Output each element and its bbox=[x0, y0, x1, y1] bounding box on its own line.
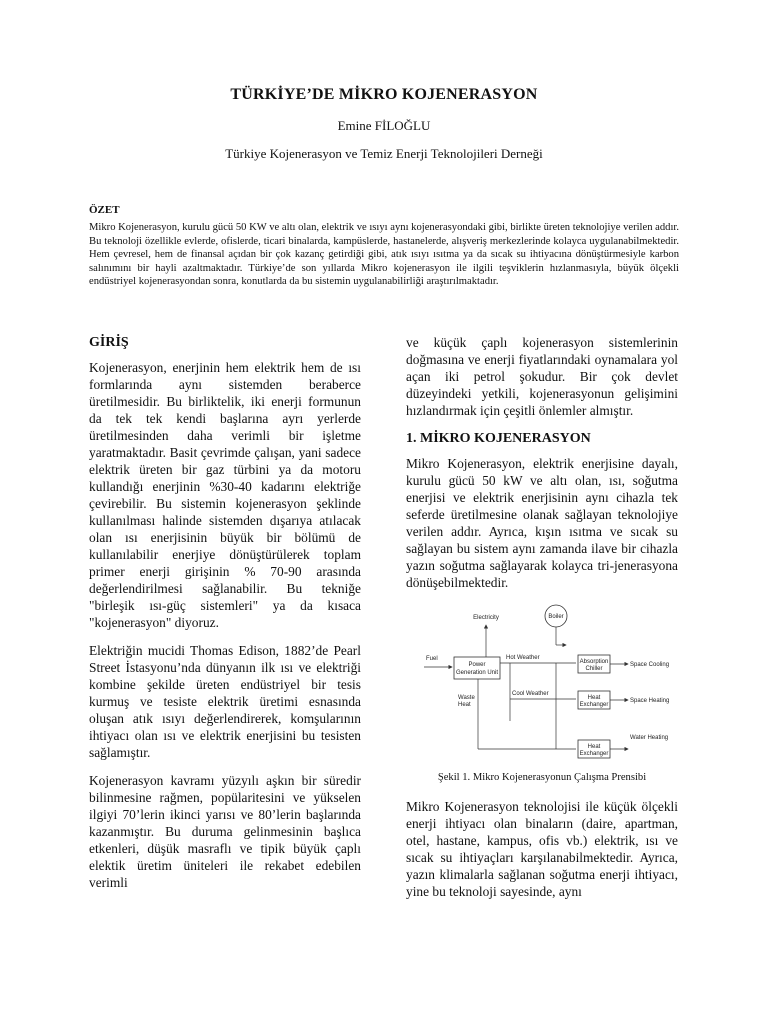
fuel-label: Fuel bbox=[426, 656, 438, 662]
abstract-heading: ÖZET bbox=[89, 204, 120, 216]
paper-title: TÜRKİYE’DE MİKRO KOJENERASYON bbox=[230, 86, 538, 103]
power-unit-label-2: Generation Unit bbox=[455, 670, 499, 676]
figure bbox=[406, 603, 678, 763]
heat-exchanger-a-label-1: Heat bbox=[587, 695, 601, 701]
right-column bbox=[406, 334, 678, 911]
power-unit-label-1: Power bbox=[468, 662, 486, 668]
absorption-label-1: Absorption bbox=[579, 659, 609, 665]
boiler-label: Boiler bbox=[548, 614, 564, 620]
left-column bbox=[89, 334, 361, 902]
electricity-label: Electricity bbox=[473, 615, 499, 621]
cogeneration-diagram bbox=[406, 603, 678, 763]
paragraph: Mikro Kojenerasyon teknolojisi ile küçük ölçekli enerji ihtiyacı olan binaların (daire, apartman, otel, hastane, kampus, ofis vb.) elektrik, ısı ve sıcak su ihtiyaçları karşılanabilmektedir. Ayrıca, yazın klimalarla sağlanan soğutma enerji ihtiyacı, yine bu teknoloji sayesinde, aynı bbox=[406, 799, 678, 899]
space-heating-label: Space Heating bbox=[630, 698, 670, 704]
space-cooling-label: Space Cooling bbox=[630, 662, 670, 668]
abstract-text: Mikro Kojenerasyon, kurulu gücü 50 KW ve altı olan, elektrik ve ısıyı aynı kojenerasyondaki gibi, birlikte üreten teknolojiye verilen addır. Bu teknoloji özellikle evlerde, ofislerde, ticari binalarda, kampüslerde, hastanelerde, alışveriş merkezlerinde kolayca uygulanabilmektedir. Hem çevresel, hem de finansal açıdan bir çok kazanç getirdiği gibi, atık ısıyı ısıtma ya da sıcak su ihtiyacına dönüştürmesiyle karbon salınımını bir hayli azaltmaktadır. Türkiye’de son yıllarda Mikro kojenerasyon ile ilgili teşviklerin hızlanmasıyla, büyük ölçekli endüstriyel kojenerasyondan sonra, konutlarda da bu sistemin uygulanabilirliği araştırılmaktadır. bbox=[89, 222, 679, 288]
paragraph: ve küçük çaplı kojenerasyon sistemlerinin doğmasına ve enerji fiyatlarındaki oynamalara yol açan iki petrol şokudur. Bir çok devlet düzeyindeki yetkili, kojenerasyonun gelişimini hızlandırmak için çeşitli önlemler almıştır. bbox=[406, 335, 678, 418]
absorption-label-2: Chiller bbox=[585, 666, 603, 672]
paper-author: Emine FİLOĞLU bbox=[337, 118, 431, 133]
hot-weather-label: Hot Weather bbox=[506, 655, 540, 661]
figure-caption: Şekil 1. Mikro Kojenerasyonun Çalışma Prensibi bbox=[437, 772, 647, 783]
cool-weather-label: Cool Weather bbox=[512, 691, 549, 697]
paragraph: Mikro Kojenerasyon, elektrik enerjisine dayalı, kurulu gücü 50 kW ve altı olan, ısı, soğutma enerjisi ve elektrik enerjisinin aynı cihazla tek seferde üretilmesine olanak sağlayan teknolojiye verilen addır. Ayrıca, kışın ısıtma ve sıcak su sağlayan bu sistem aynı zamanda ilave bir cihazla yazın soğutma sağlayarak kolayca tri-jenerasyona dönüşebilmektedir. bbox=[406, 456, 678, 590]
paragraph: Kojenerasyon, enerjinin hem elektrik hem de ısı formlarında aynı sistemden beraberce üretilmesidir. Bu birliktelik, iki enerji formunun da tek tek kendi başlarına ayrı yerlerde üretilmesinden daha verimli bir işletme yaratmaktadır. Basit çevrimde çalışan, yani sadece elektrik üreten bir gaz türbini ya da motoru kullandığı enerjinin %30-40 kadarını elektriğe çevirebilir. Bu sistemin kojenerasyon şeklinde kullanılması halinde sistemden dışarıya atılacak olan ısı enerjisinin büyük bir bölümü de kullanılabilir enerjiye dönüştürülerek toplam primer enerji girişinin % 70-90 arasında değerlendirilmesi sağlanabilir. Bu tekniğe "birleşik ısı-güç sistemleri" ya da kısaca "kojenerasyon" diyoruz. bbox=[89, 360, 361, 630]
waste-heat-label-1: Waste bbox=[458, 695, 475, 701]
heat-exchanger-a-label-2: Exchanger bbox=[579, 702, 609, 708]
heat-exchanger-b-label-2: Exchanger bbox=[579, 751, 609, 757]
heat-exchanger-b-label-1: Heat bbox=[587, 744, 601, 750]
paragraph: Elektriğin mucidi Thomas Edison, 1882’de Pearl Street İstasyonu’nda dünyanın ilk ısı ve elektriği kombine şekilde üreten endüstriyel bir tesis kurmuş ve tesiste elektrik üretimi esnasında oluşan atık ısıyı değerlendirerek, komşularının ihtiyacı olan ısı ve elektrik enerjisini bu tesisten sağlamıştır. bbox=[89, 643, 361, 760]
water-heating-label: Water Heating bbox=[630, 735, 669, 741]
paragraph: Kojenerasyon kavramı yüzyılı aşkın bir süredir bilinmesine rağmen, popülaritesini ve yükselen ilgiyi 70’lerin ikinci yarısı ve 80’lerin başlarında kazanmıştır. Bu duruma gelinmesinin başlıca etkenleri, düşük masraflı ve tipik büyük çaplı elektik üretim üniteleri ile rekabet edebilen verimli bbox=[89, 773, 361, 890]
waste-heat-label-2: Heat bbox=[458, 702, 471, 708]
section-heading-mikro-kojenerasyon: 1. MİKRO KOJENERASYON bbox=[406, 431, 591, 446]
section-heading-giris: GİRİŞ bbox=[89, 335, 129, 350]
paper-affiliation: Türkiye Kojenerasyon ve Temiz Enerji Teknolojileri Derneği bbox=[225, 146, 543, 161]
